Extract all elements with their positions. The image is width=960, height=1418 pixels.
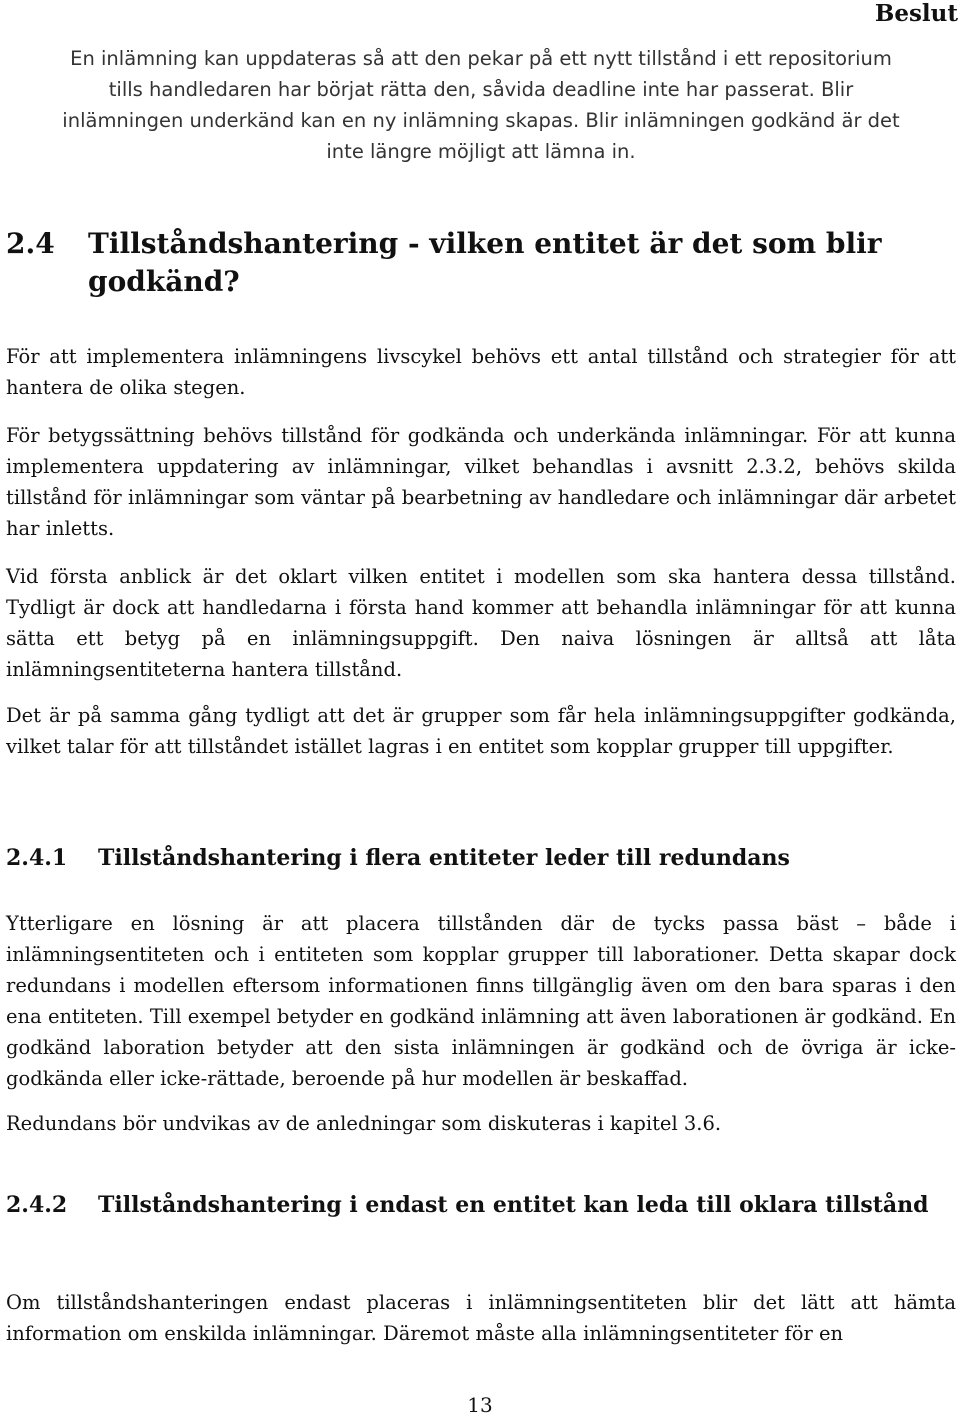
- running-head: Beslut: [874, 0, 958, 27]
- subsection-heading-2-4-1: [6, 842, 956, 874]
- section-heading-2-4: [6, 225, 956, 301]
- paragraph: För betygssättning behövs tillstånd för godkända och underkända inlämningar. För att kunna implementera uppdatering av inlämningar, vilket behandlas i avsnitt 2.3.2, behövs skilda tillstånd för inlämningar som väntar på bearbetning av handledare och inlämningar där arbetet har inletts.: [6, 424, 956, 540]
- caption-line: inte längre möjligt att lämna in.: [326, 140, 636, 163]
- subsection-title: Tillståndshantering i endast en entitet kan leda till oklara tillstånd: [98, 1192, 929, 1218]
- section-title: Tillståndshantering - vilken entitet är det som blir godkänd?: [88, 227, 882, 298]
- subsection-number: 2.4.2: [6, 1192, 68, 1218]
- paragraph: Ytterligare en lösning är att placera tillstånden där de tycks passa bäst – både i inlämningsentiteten och i entiteten som kopplar grupper till laborationer. Detta skapar dock redundans i modellen eftersom informationen finns tillgänglig även om den bara sparas i den ena entiteten. Till exempel betyder en godkänd inlämning att även laborationen är godkänd. En godkänd laboration betyder att den sista inlämningen är godkänd och de övriga är icke-godkända eller icke-rättade, beroende på hur modellen är beskaffad.: [6, 912, 956, 1090]
- subsection-title: Tillståndshantering i flera entiteter leder till redundans: [98, 845, 790, 871]
- subsection-number: 2.4.1: [6, 845, 68, 871]
- caption-line: En inlämning kan uppdateras så att den pekar på ett nytt tillstånd i ett repositorium: [70, 47, 892, 70]
- paragraph: Redundans bör undvikas av de anledningar som diskuteras i kapitel 3.6.: [6, 1112, 722, 1135]
- caption-line: inlämningen underkänd kan en ny inlämning skapas. Blir inlämningen godkänd är det: [62, 109, 900, 132]
- paragraph: För att implementera inlämningens livscykel behövs ett antal tillstånd och strategier för att hantera de olika stegen.: [6, 345, 956, 399]
- caption-block: [6, 43, 956, 167]
- section-number: 2.4: [6, 227, 55, 260]
- subsection-heading-2-4-2: [6, 1189, 956, 1221]
- paragraph: Vid första anblick är det oklart vilken entitet i modellen som ska hantera dessa tillstånd. Tydligt är dock att handledarna i första hand kommer att behandla inlämningar för att kunna sätta ett betyg på en inlämningsuppgift. Den naiva lösningen är alltså att låta inlämningsentiteterna hantera tillstånd.: [6, 565, 956, 681]
- caption-line: tills handledaren har börjat rätta den, såvida deadline inte har passerat. Blir: [108, 78, 854, 101]
- page-number: 13: [467, 1393, 493, 1417]
- paragraph: Om tillståndshanteringen endast placeras i inlämningsentiteten blir det lätt att hämta information om enskilda inlämningar. Däremot måste alla inlämningsentiteter för en: [6, 1291, 956, 1345]
- paragraph: Det är på samma gång tydligt att det är grupper som får hela inlämningsuppgifter godkända, vilket talar för att tillståndet istället lagras i en entitet som kopplar grupper till uppgifter.: [6, 704, 956, 758]
